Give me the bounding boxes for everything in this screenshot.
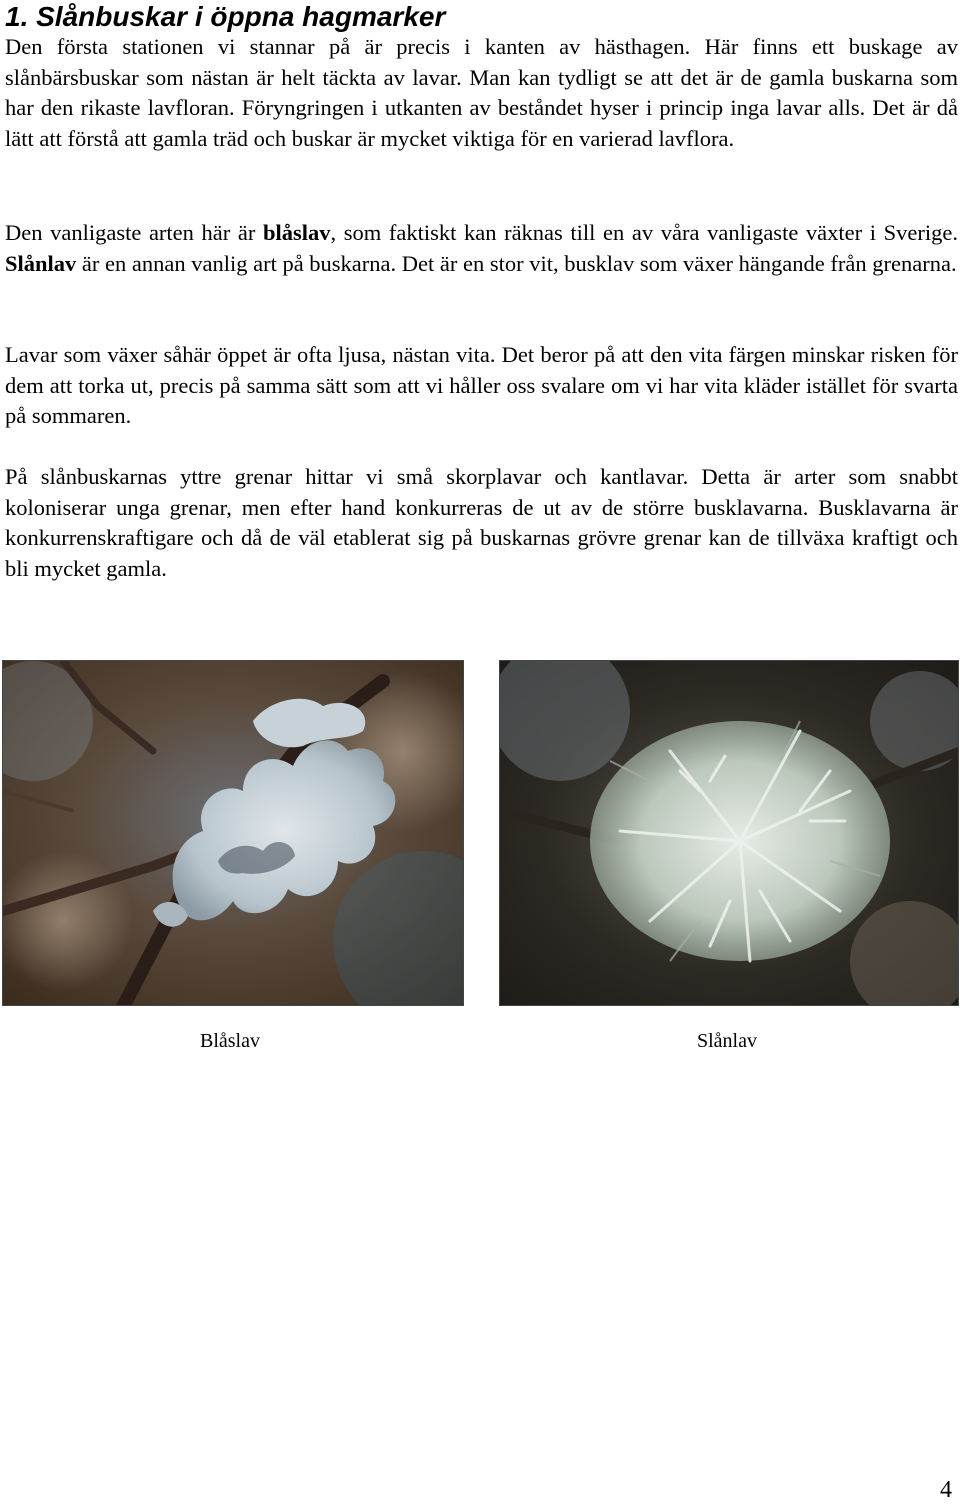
paragraph-species-text-1: Den vanligaste arten här är: [5, 220, 263, 245]
photo-blaslav-image: [3, 661, 464, 1006]
caption-blaslav: Blåslav: [200, 1030, 260, 1052]
paragraph-intro: Den första stationen vi stannar på är precis i kanten av hästhagen. Här finns ett buskage av slånbärsbuskar som nästan är helt täckta av lavar. Man kan tydligt se att det är de gamla buskarna som har den rikaste lavfloran. Föryngringen i utkanten av beståndet hyser i princip inga lavar alls. Det är då lätt att förstå att gamla träd och buskar är mycket viktiga för en varierad lavflora.: [5, 34, 958, 151]
paragraph-light-colour: Lavar som växer såhär öppet är ofta ljusa, nästan vita. Det beror på att den vita färgen minskar risken för dem att torka ut, precis på samma sätt som att vi håller oss svalare om vi har vita kläder istället för svarta på sommaren.: [5, 342, 958, 428]
paragraph-species-text-2: , som faktiskt kan räknas till en av våra vanligaste växter i Sverige.: [330, 220, 958, 245]
paragraph-species-text-3: är en annan vanlig art på buskarna. Det är en stor vit, busklav som växer hängande från grenarna.: [76, 250, 957, 276]
paragraph-species: [5, 218, 958, 279]
caption-slanlav: Slånlav: [697, 1030, 757, 1052]
photo-slanlav-image: [500, 661, 959, 1006]
page-number: 4: [940, 1477, 952, 1503]
photo-blaslav: [2, 660, 464, 1006]
photo-slanlav: [499, 660, 959, 1006]
section-heading: 1. Slånbuskar i öppna hagmarker: [5, 1, 446, 32]
paragraph-colonisation: På slånbuskarnas yttre grenar hittar vi små skorplavar och kantlavar. Detta är arter som snabbt koloniserar unga grenar, men efter hand konkurreras de ut av de större busklavarna. Busklavarna är konkurrenskraftigare och då de väl etablerat sig på buskarnas grövre grenar kan de tillväxa kraftigt och bli mycket gamla.: [5, 464, 958, 581]
species-name-slanlav: Slånlav: [5, 250, 77, 276]
species-name-blaslav: blåslav: [262, 220, 331, 245]
